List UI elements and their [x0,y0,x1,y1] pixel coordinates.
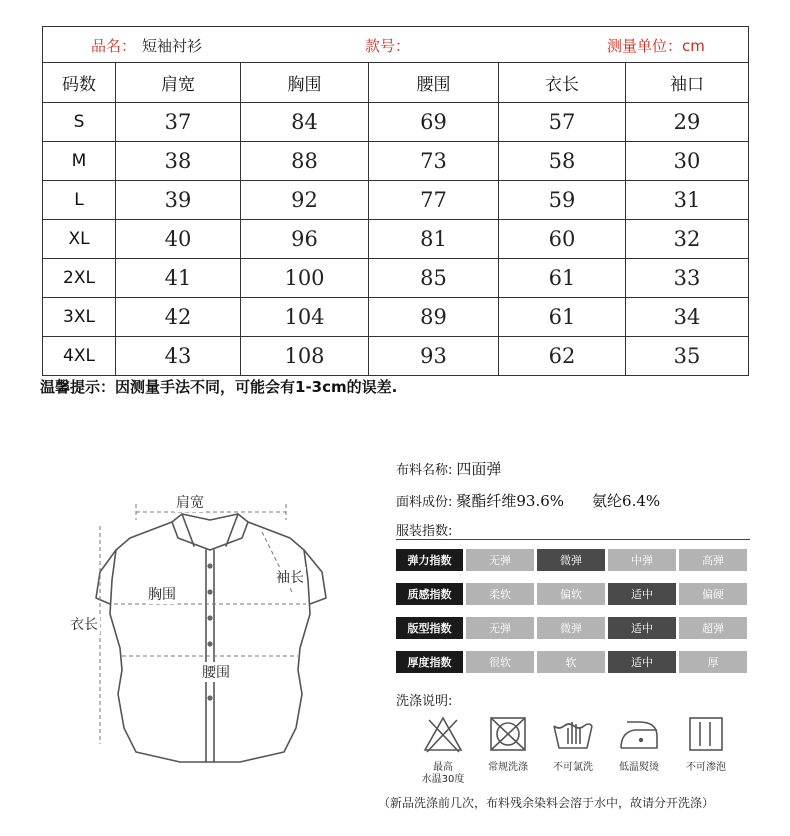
column-header: 衣长 [499,63,626,103]
product-name [91,35,202,56]
index-label: 质感指数 [396,583,463,605]
column-header: 肩宽 [116,63,241,103]
wash-label [411,762,475,786]
index-option: 无弹 [466,617,534,639]
column-header: 胸围 [241,63,369,103]
wash-label [476,762,540,774]
shirt-outline-icon [60,480,360,780]
value-cell: 29 [626,103,749,142]
product-name-value: 短袖衬衫 [142,37,203,55]
index-option-selected: 适中 [608,583,676,605]
value-cell: 69 [369,103,499,142]
chest-label: 胸围 [146,584,178,604]
fit-index-row [396,617,750,639]
value-cell: 59 [499,181,626,220]
value-cell: 42 [116,298,241,337]
table-header-row [43,27,749,63]
table-row [43,298,749,337]
value-cell: 30 [626,142,749,181]
wash-label [541,762,605,774]
value-cell: 58 [499,142,626,181]
size-table [42,26,749,376]
wash-label-line: 不可渗泡 [686,762,726,773]
value-cell: 92 [241,181,369,220]
column-header: 码数 [43,63,116,103]
column-header-row [43,63,749,103]
wash-label-line: 低温熨烫 [619,762,659,773]
value-cell: 34 [626,298,749,337]
texture-index-row [396,583,750,605]
value-cell: 32 [626,220,749,259]
index-option-selected: 适中 [608,651,676,673]
table-row [43,220,749,259]
value-cell: 39 [116,181,241,220]
value-cell: 85 [369,259,499,298]
value-cell: 37 [116,103,241,142]
elasticity-index-row [396,549,750,571]
index-option: 很软 [466,651,534,673]
value-cell: 57 [499,103,626,142]
table-row [43,181,749,220]
index-option: 厚 [679,651,747,673]
value-cell: 89 [369,298,499,337]
column-header: 腰围 [369,63,499,103]
value-cell: 73 [369,142,499,181]
index-option: 柔软 [466,583,534,605]
column-header: 袖口 [626,63,749,103]
wash-footnote: （新品洗涤前几次，布料残余染料会溶于水中，故请分开洗涤） [378,796,715,810]
size-cell: 4XL [43,337,116,376]
table-row [43,337,749,376]
index-option: 微弹 [537,617,605,639]
index-option: 偏硬 [679,583,747,605]
sleeve-label: 袖长 [274,567,306,587]
index-option-selected: 适中 [608,617,676,639]
wash-label-line: 常规洗涤 [488,762,528,773]
value-cell: 61 [499,298,626,337]
fabric-name [396,458,501,479]
unit-label: 测量单位：cm [607,37,705,55]
value-cell: 31 [626,181,749,220]
size-cell: 3XL [43,298,116,337]
composition-polyester: 聚酯纤维93.6% [456,492,565,510]
max-30-wash-icon [421,714,465,754]
size-cell: S [43,103,116,142]
value-cell: 84 [241,103,369,142]
size-cell: L [43,181,116,220]
value-cell: 60 [499,220,626,259]
index-label: 版型指数 [396,617,463,639]
value-cell: 62 [499,337,626,376]
wash-label [674,762,738,774]
value-cell: 100 [241,259,369,298]
fabric-name-value: 四面弹 [456,460,502,478]
index-option: 中弹 [608,549,676,571]
table-row [43,103,749,142]
value-cell: 77 [369,181,499,220]
low-iron-icon [617,714,661,754]
wash-label [607,762,671,774]
wash-label-line: 最高 [433,762,453,773]
waist-label: 腰围 [200,662,232,682]
style-number-label: 款号： [365,37,411,55]
index-option: 偏软 [537,583,605,605]
index-option: 超弹 [679,617,747,639]
composition-label: 面料成份: [396,495,453,510]
thickness-index-row [396,651,750,673]
indices-title: 服装指数: [396,524,453,539]
length-label: 衣长 [68,614,100,634]
shoulder-label: 肩宽 [174,492,206,512]
fabric-name-label: 布料名称: [396,463,453,478]
index-label: 厚度指数 [396,651,463,673]
index-option: 软 [537,651,605,673]
size-cell: M [43,142,116,181]
table-header-cell [43,27,749,63]
measurement-notice: 温馨提示：因测量手法不同，可能会有1-3cm的误差. [40,378,398,396]
value-cell: 33 [626,259,749,298]
value-cell: 104 [241,298,369,337]
fabric-composition [396,490,660,511]
table-row [43,259,749,298]
wash-title: 洗涤说明: [396,694,453,709]
wash-label-line: 不可氯洗 [553,762,593,773]
value-cell: 38 [116,142,241,181]
value-cell: 96 [241,220,369,259]
value-cell: 35 [626,337,749,376]
normal-wash-icon [486,714,530,754]
index-label: 弹力指数 [396,549,463,571]
composition-spandex: 氨纶6.4% [592,492,661,510]
value-cell: 81 [369,220,499,259]
product-name-label: 品名： [91,37,137,55]
index-option-selected: 微弹 [537,549,605,571]
wash-label-line: 水温30度 [421,774,465,785]
value-cell: 93 [369,337,499,376]
value-cell: 43 [116,337,241,376]
no-soak-icon [684,714,728,754]
size-cell: XL [43,220,116,259]
indices-divider [396,539,750,540]
table-row [43,142,749,181]
value-cell: 108 [241,337,369,376]
index-option: 无弹 [466,549,534,571]
shirt-measurement-diagram [60,480,360,780]
no-bleach-icon [551,714,595,754]
value-cell: 40 [116,220,241,259]
value-cell: 88 [241,142,369,181]
size-cell: 2XL [43,259,116,298]
value-cell: 41 [116,259,241,298]
value-cell: 61 [499,259,626,298]
index-option: 高弹 [679,549,747,571]
